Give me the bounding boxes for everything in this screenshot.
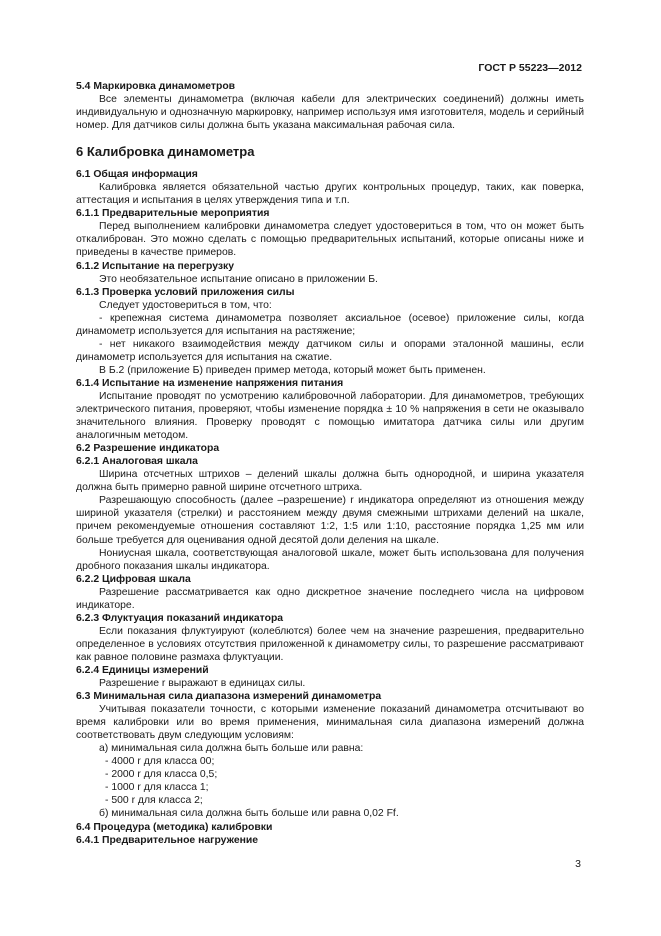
section-heading: 6.1.2 Испытание на перегрузку (76, 260, 235, 272)
paragraph: - крепежная система динамометра позволяет аксиальное (осевое) приложение силы, когда динамометр используется для испытания на растяжение; (76, 312, 584, 337)
section-heading: 6.4.1 Предварительное нагружение (76, 834, 259, 846)
paragraph: Нониусная шкала, соответствующая аналоговой шкале, может быть использована для получения дробного показания шкалы индикатора. (76, 547, 584, 572)
paragraph: а) минимальная сила должна быть больше или равна: (99, 743, 364, 755)
section-heading: 6.1.4 Испытание на изменение напряжения питания (76, 377, 344, 389)
section-heading: 6.3 Минимальная сила диапазона измерений динамометра (76, 691, 382, 703)
paragraph: Перед выполнением калибровки динамометра следует удостовериться в том, что он может быть откалиброван. Это можно сделать с помощью предварительных испытаний, которые описаны ниже и приведены в качестве примеров. (76, 221, 584, 259)
paragraph: В Б.2 (приложение Б) приведен пример метода, который может быть применен. (99, 364, 486, 376)
section-heading: 6.1 Общая информация (76, 169, 198, 181)
section-heading: 6.2 Разрешение индикатора (76, 443, 220, 455)
page-number: 3 (575, 858, 581, 870)
list-item: - 500 r для класса 2; (105, 795, 203, 807)
section-heading: 5.4 Маркировка динамометров (76, 81, 236, 92)
paragraph: Все элементы динамометра (включая кабели для электрических соединений) должны иметь индивидуальную и однозначную маркировку, например используя имя изготовителя, модель и серийный номер. Для датчиков силы должна быть указана максимальная рабочая сила. (76, 94, 584, 132)
paragraph: Ширина отсчетных штрихов – делений шкалы должна быть однородной, и ширина указателя должна быть примерно равной ширине отсчетного штриха. (76, 469, 584, 494)
section-heading: 6.2.3 Флуктуация показаний индикатора (76, 612, 284, 624)
list-item: - 1000 r для класса 1; (105, 782, 209, 794)
paragraph: Это необязательное испытание описано в приложении Б. (99, 273, 378, 285)
paragraph: Разрешающую способность (далее –разрешение) r индикатора определяют из отношения между шириной указателя (стрелки) и расстоянием между двумя смежными штрихами делений на шкале, причем рекомендуемые отношения составляют 1:2, 1:5 или 1:10, расстояние порядка 1,25 мм или больше требуется для оценивания одной десятой доли деления на шкале. (76, 495, 584, 546)
paragraph: Разрешение рассматривается как одно дискретное значение последнего числа на цифровом индикаторе. (76, 586, 584, 611)
section-heading: 6.2.1 Аналоговая шкала (76, 456, 198, 468)
section-heading: 6.1.1 Предварительные мероприятия (76, 208, 270, 220)
paragraph: Если показания флуктуируют (колеблются) более чем на значение разрешения, предварительно определенное в условиях отсутствия приложенной к динамометру силы, то разрешение рассматривают как равное половине размаха флуктуации. (76, 625, 584, 663)
paragraph: Калибровка является обязательной частью других контрольных процедур, таких, как поверка, аттестация и испытания в целях утверждения типа и т.п. (76, 182, 584, 207)
paragraph: б) минимальная сила должна быть больше или равна 0,02 Ff. (99, 808, 399, 820)
paragraph: Разрешение r выражают в единицах силы. (99, 678, 306, 690)
paragraph: Испытание проводят по усмотрению калибровочной лаборатории. Для динамометров, требующих электрического питания, проверяют, чтобы изменение порядка ± 10 % напряжения в сети не оказывало значительного влияния. Проверку проводят с помощью имитатора датчика силы или другим аналогичным методом. (76, 390, 584, 442)
paragraph: Учитывая показатели точности, с которыми изменение показаний динамометра отсчитывают во время калибровки или во время применения, минимальная сила диапазона измерений должна соответствовать двум следующим условиям: (76, 704, 584, 742)
list-item: - 2000 r для класса 0,5; (105, 769, 218, 781)
section-heading: 6.4 Процедура (методика) калибровки (76, 821, 273, 833)
section-heading: 6.2.2 Цифровая шкала (76, 573, 191, 585)
paragraph: Следует удостовериться в том, что: (99, 299, 272, 311)
paragraph: - нет никакого взаимодействия между датчиком силы и опорами эталонной машины, если динамометр используется для испытания на сжатие. (76, 338, 584, 363)
standard-header: ГОСТ Р 55223—2012 (478, 62, 582, 74)
chapter-heading: 6 Калибровка динамометра (76, 144, 255, 160)
section-heading: 6.1.3 Проверка условий приложения силы (76, 286, 295, 298)
section-heading: 6.2.4 Единицы измерений (76, 664, 209, 676)
document-body (76, 80, 584, 847)
list-item: - 4000 r для класса 00; (105, 756, 215, 768)
